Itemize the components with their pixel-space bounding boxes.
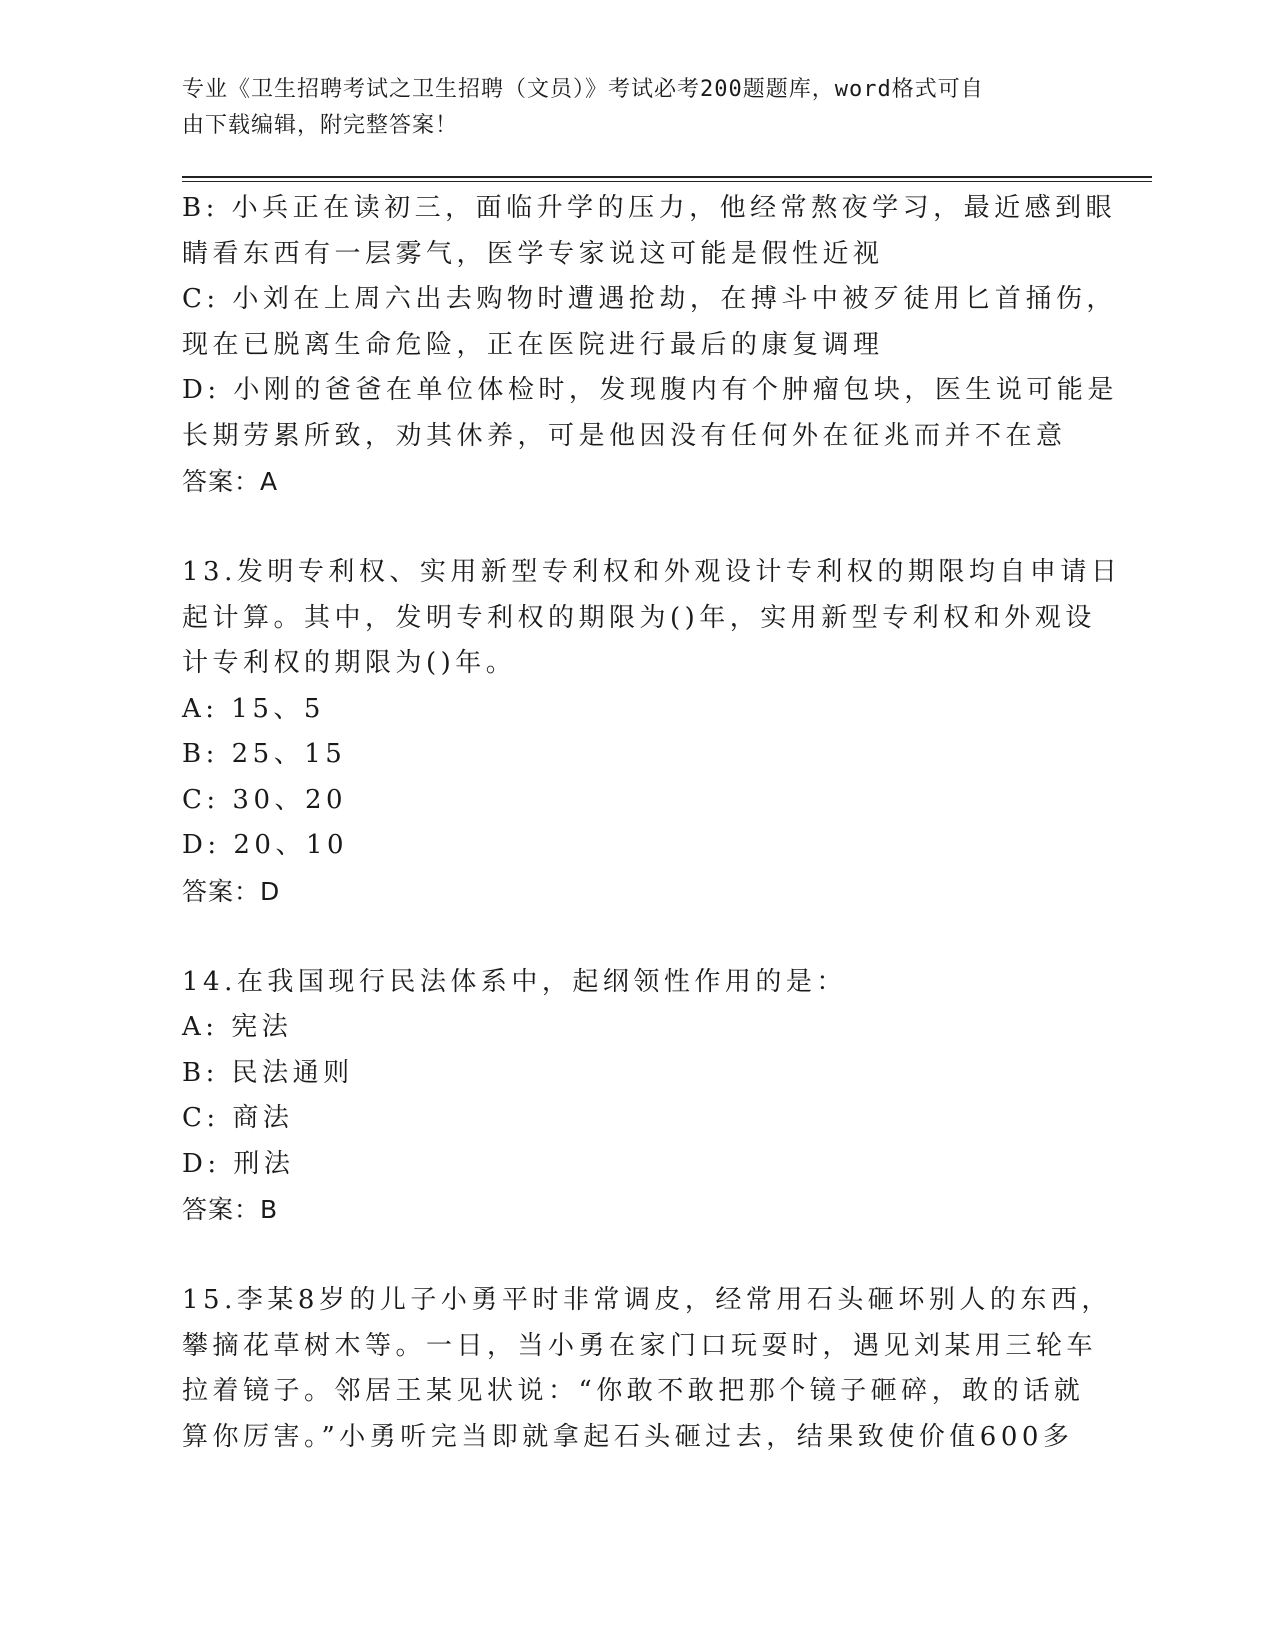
header-line-2: 由下载编辑，附完整答案！ (182, 113, 459, 138)
document-body (182, 186, 1122, 1460)
header-rule-thin (182, 181, 1152, 182)
q13-stem-line-1: 13.发明专利权、实用新型专利权和外观设计专利权的期限均自申请日 (182, 557, 1122, 587)
spacer (182, 1233, 1082, 1279)
question-14 (182, 960, 1082, 1233)
q14-option-b: B: 民法通则 (182, 1057, 354, 1088)
q13-option-b: B: 25、15 (182, 739, 347, 769)
spacer (182, 914, 1082, 960)
q12-option-c-line-1: C: 小刘在上周六出去购物时遭遇抢劫，在搏斗中被歹徒用匕首捅伤， (182, 284, 1117, 314)
q12-option-b-line-2: 睛看东西有一层雾气，医学专家说这可能是假性近视 (182, 238, 884, 269)
q13-answer: 答案：D (182, 876, 281, 906)
q14-option-a: A: 宪法 (182, 1012, 293, 1042)
q14-stem-line-1: 14.在我国现行民法体系中，起纲领性作用的是： (182, 966, 847, 997)
question-13 (182, 550, 1122, 914)
spacer (182, 505, 1082, 551)
q13-option-a: A: 15、5 (182, 693, 325, 724)
question-15 (182, 1278, 1112, 1460)
q15-stem-line-1: 15.李某8岁的儿子小勇平时非常调皮，经常用石头砸坏别人的东西， (182, 1285, 1112, 1315)
header-line-1: 专业《卫生招聘考试之卫生招聘（文员）》考试必考200题题库，word格式可自 (182, 77, 984, 102)
q12-option-b-line-1: B: 小兵正在读初三，面临升学的压力，他经常熬夜学习，最近感到眼 (182, 193, 1117, 223)
q12-option-d-line-1: D: 小刚的爸爸在单位体检时，发现腹内有个肿瘤包块，医生说可能是 (182, 375, 1118, 405)
q12-answer: 答案：A (182, 467, 279, 496)
header-rule-thick (182, 176, 1152, 178)
q13-option-d: D: 20、10 (182, 830, 349, 860)
document-header (182, 72, 1062, 144)
q13-stem-line-2: 起计算。其中，发明专利权的期限为()年，实用新型专利权和外观设 (182, 602, 1096, 633)
question-12-continued (182, 186, 1118, 505)
q14-option-c: C: 商法 (182, 1103, 294, 1133)
q14-option-d: D: 刑法 (182, 1148, 295, 1179)
q15-stem-line-3: 拉着镜子。邻居王某见状说：“你敢不敢把那个镜子砸碎，敢的话就 (182, 1376, 1085, 1406)
q13-stem-line-3: 计专利权的期限为()年。 (182, 648, 517, 678)
q14-answer: 答案：B (182, 1195, 279, 1224)
q12-option-c-line-2: 现在已脱离生命危险，正在医院进行最后的康复调理 (182, 329, 884, 360)
q15-stem-line-2: 攀摘花草树木等。一日，当小勇在家门口玩耍时，遇见刘某用三轮车 (182, 1330, 1098, 1361)
q12-option-d-line-2: 长期劳累所致，劝其休养，可是他因没有任何外在征兆而并不在意 (182, 420, 1067, 451)
q15-stem-line-4: 算你厉害。”小勇听完当即就拿起石头砸过去，结果致使价值600多 (182, 1421, 1074, 1452)
q13-option-c: C: 30、20 (182, 784, 348, 815)
